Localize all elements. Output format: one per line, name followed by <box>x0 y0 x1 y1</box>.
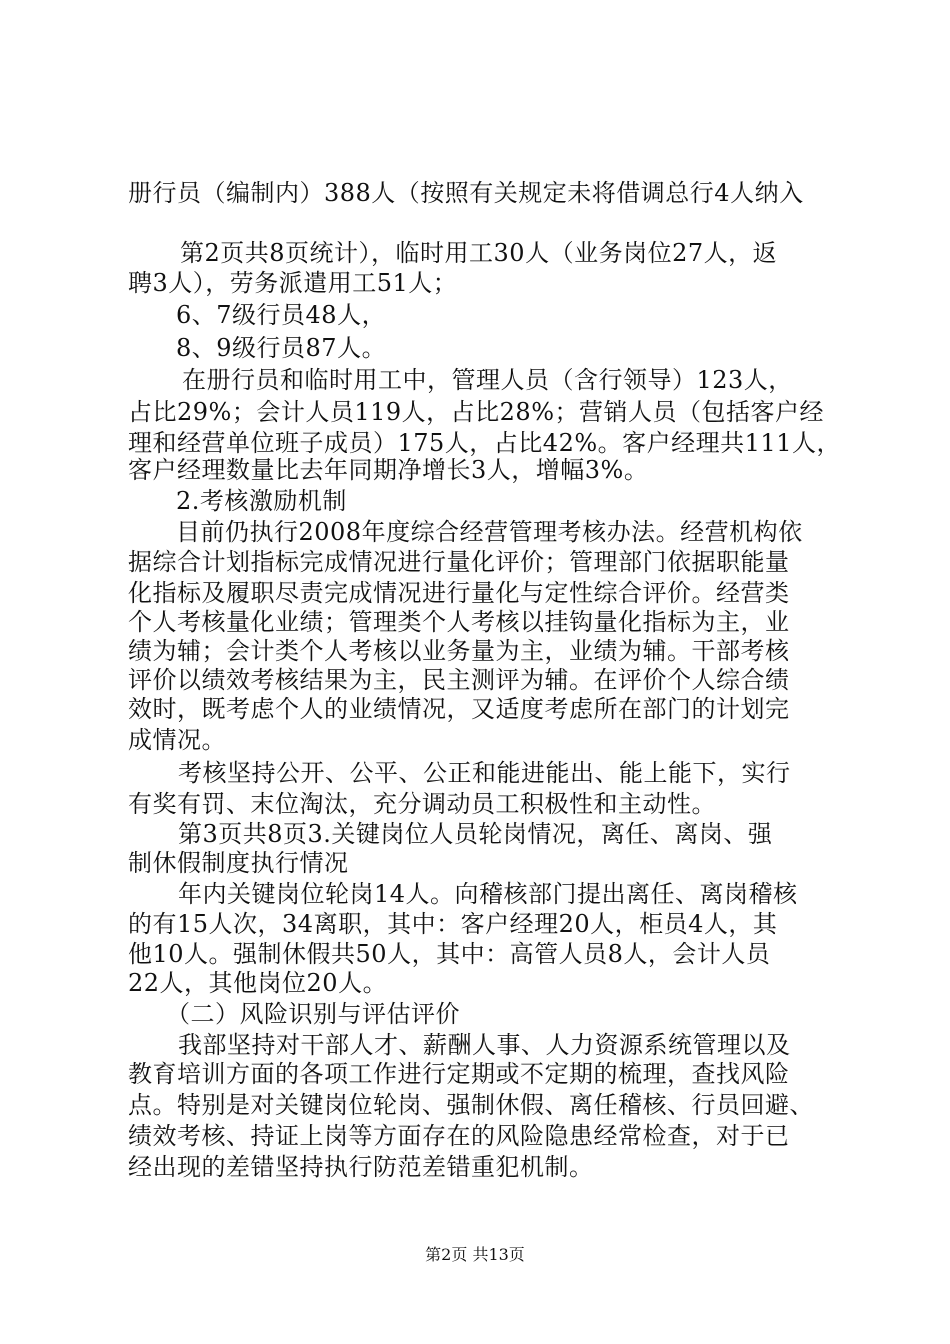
body-line: 6、7级行员48人， <box>176 301 387 329</box>
body-line: 理和经营单位班子成员）175人，占比42%。客户经理共111人， <box>128 429 841 457</box>
body-line: 的有15人次，34离职，其中：客户经理20人，柜员4人，其 <box>128 910 778 938</box>
body-line: 绩效考核、持证上岗等方面存在的风险隐患经常检查，对于已 <box>128 1122 790 1150</box>
section-heading: 2.考核激励机制 <box>176 487 347 515</box>
body-line: 教育培训方面的各项工作进行定期或不定期的梳理，查找风险 <box>128 1060 790 1088</box>
body-line: 制休假制度执行情况 <box>128 849 349 877</box>
body-line: 第3页共8页3.关键岗位人员轮岗情况，离任、离岗、强 <box>178 820 773 848</box>
body-line: 占比29%；会计人员119人，占比28%；营销人员（包括客户经 <box>128 398 824 426</box>
body-line: 客户经理数量比去年同期净增长3人，增幅3%。 <box>128 456 649 484</box>
body-line: 8、9级行员87人。 <box>176 334 387 362</box>
body-line: 我部坚持对干部人才、薪酬人事、人力资源系统管理以及 <box>178 1031 791 1059</box>
body-line: 评价以绩效考核结果为主，民主测评为辅。在评价个人综合绩 <box>128 666 790 694</box>
body-line: 年内关键岗位轮岗14人。向稽核部门提出离任、离岗稽核 <box>178 880 798 908</box>
body-line: 个人考核量化业绩；管理类个人考核以挂钩量化指标为主，业 <box>128 608 790 636</box>
section-heading: （二）风险识别与评估评价 <box>166 1000 460 1028</box>
body-line: 他10人。强制休假共50人，其中：高管人员8人，会计人员 <box>128 940 771 968</box>
body-line: 目前仍执行2008年度综合经营管理考核办法。经营机构依 <box>176 518 803 546</box>
body-line: 绩为辅；会计类个人考核以业务量为主，业绩为辅。干部考核 <box>128 637 790 665</box>
body-line: 聘3人），劳务派遣用工51人； <box>128 269 458 297</box>
body-line: 经出现的差错坚持执行防范差错重犯机制。 <box>128 1153 594 1181</box>
body-line: 据综合计划指标完成情况进行量化评价；管理部门依据职能量 <box>128 548 790 576</box>
body-line: 册行员（编制内）388人（按照有关规定未将借调总行4人纳入 <box>128 179 804 207</box>
body-line: 成情况。 <box>128 726 226 754</box>
body-line: 第2页共8页统计），临时用工30人（业务岗位27人，返 <box>180 239 778 267</box>
body-line: 22人，其他岗位20人。 <box>128 969 388 997</box>
page-footer: 第2页 共13页 <box>425 1245 525 1264</box>
body-line: 效时，既考虑个人的业绩情况，又适度考虑所在部门的计划完 <box>128 695 790 723</box>
body-line: 化指标及履职尽责完成情况进行量化与定性综合评价。经营类 <box>128 579 790 607</box>
body-line: 点。特别是对关键岗位轮岗、强制休假、离任稽核、行员回避、 <box>128 1091 814 1119</box>
body-line: 有奖有罚、末位淘汰，充分调动员工积极性和主动性。 <box>128 790 716 818</box>
body-line: 考核坚持公开、公平、公正和能进能出、能上能下，实行 <box>178 759 791 787</box>
body-line: 在册行员和临时用工中，管理人员（含行领导）123人， <box>182 366 793 394</box>
